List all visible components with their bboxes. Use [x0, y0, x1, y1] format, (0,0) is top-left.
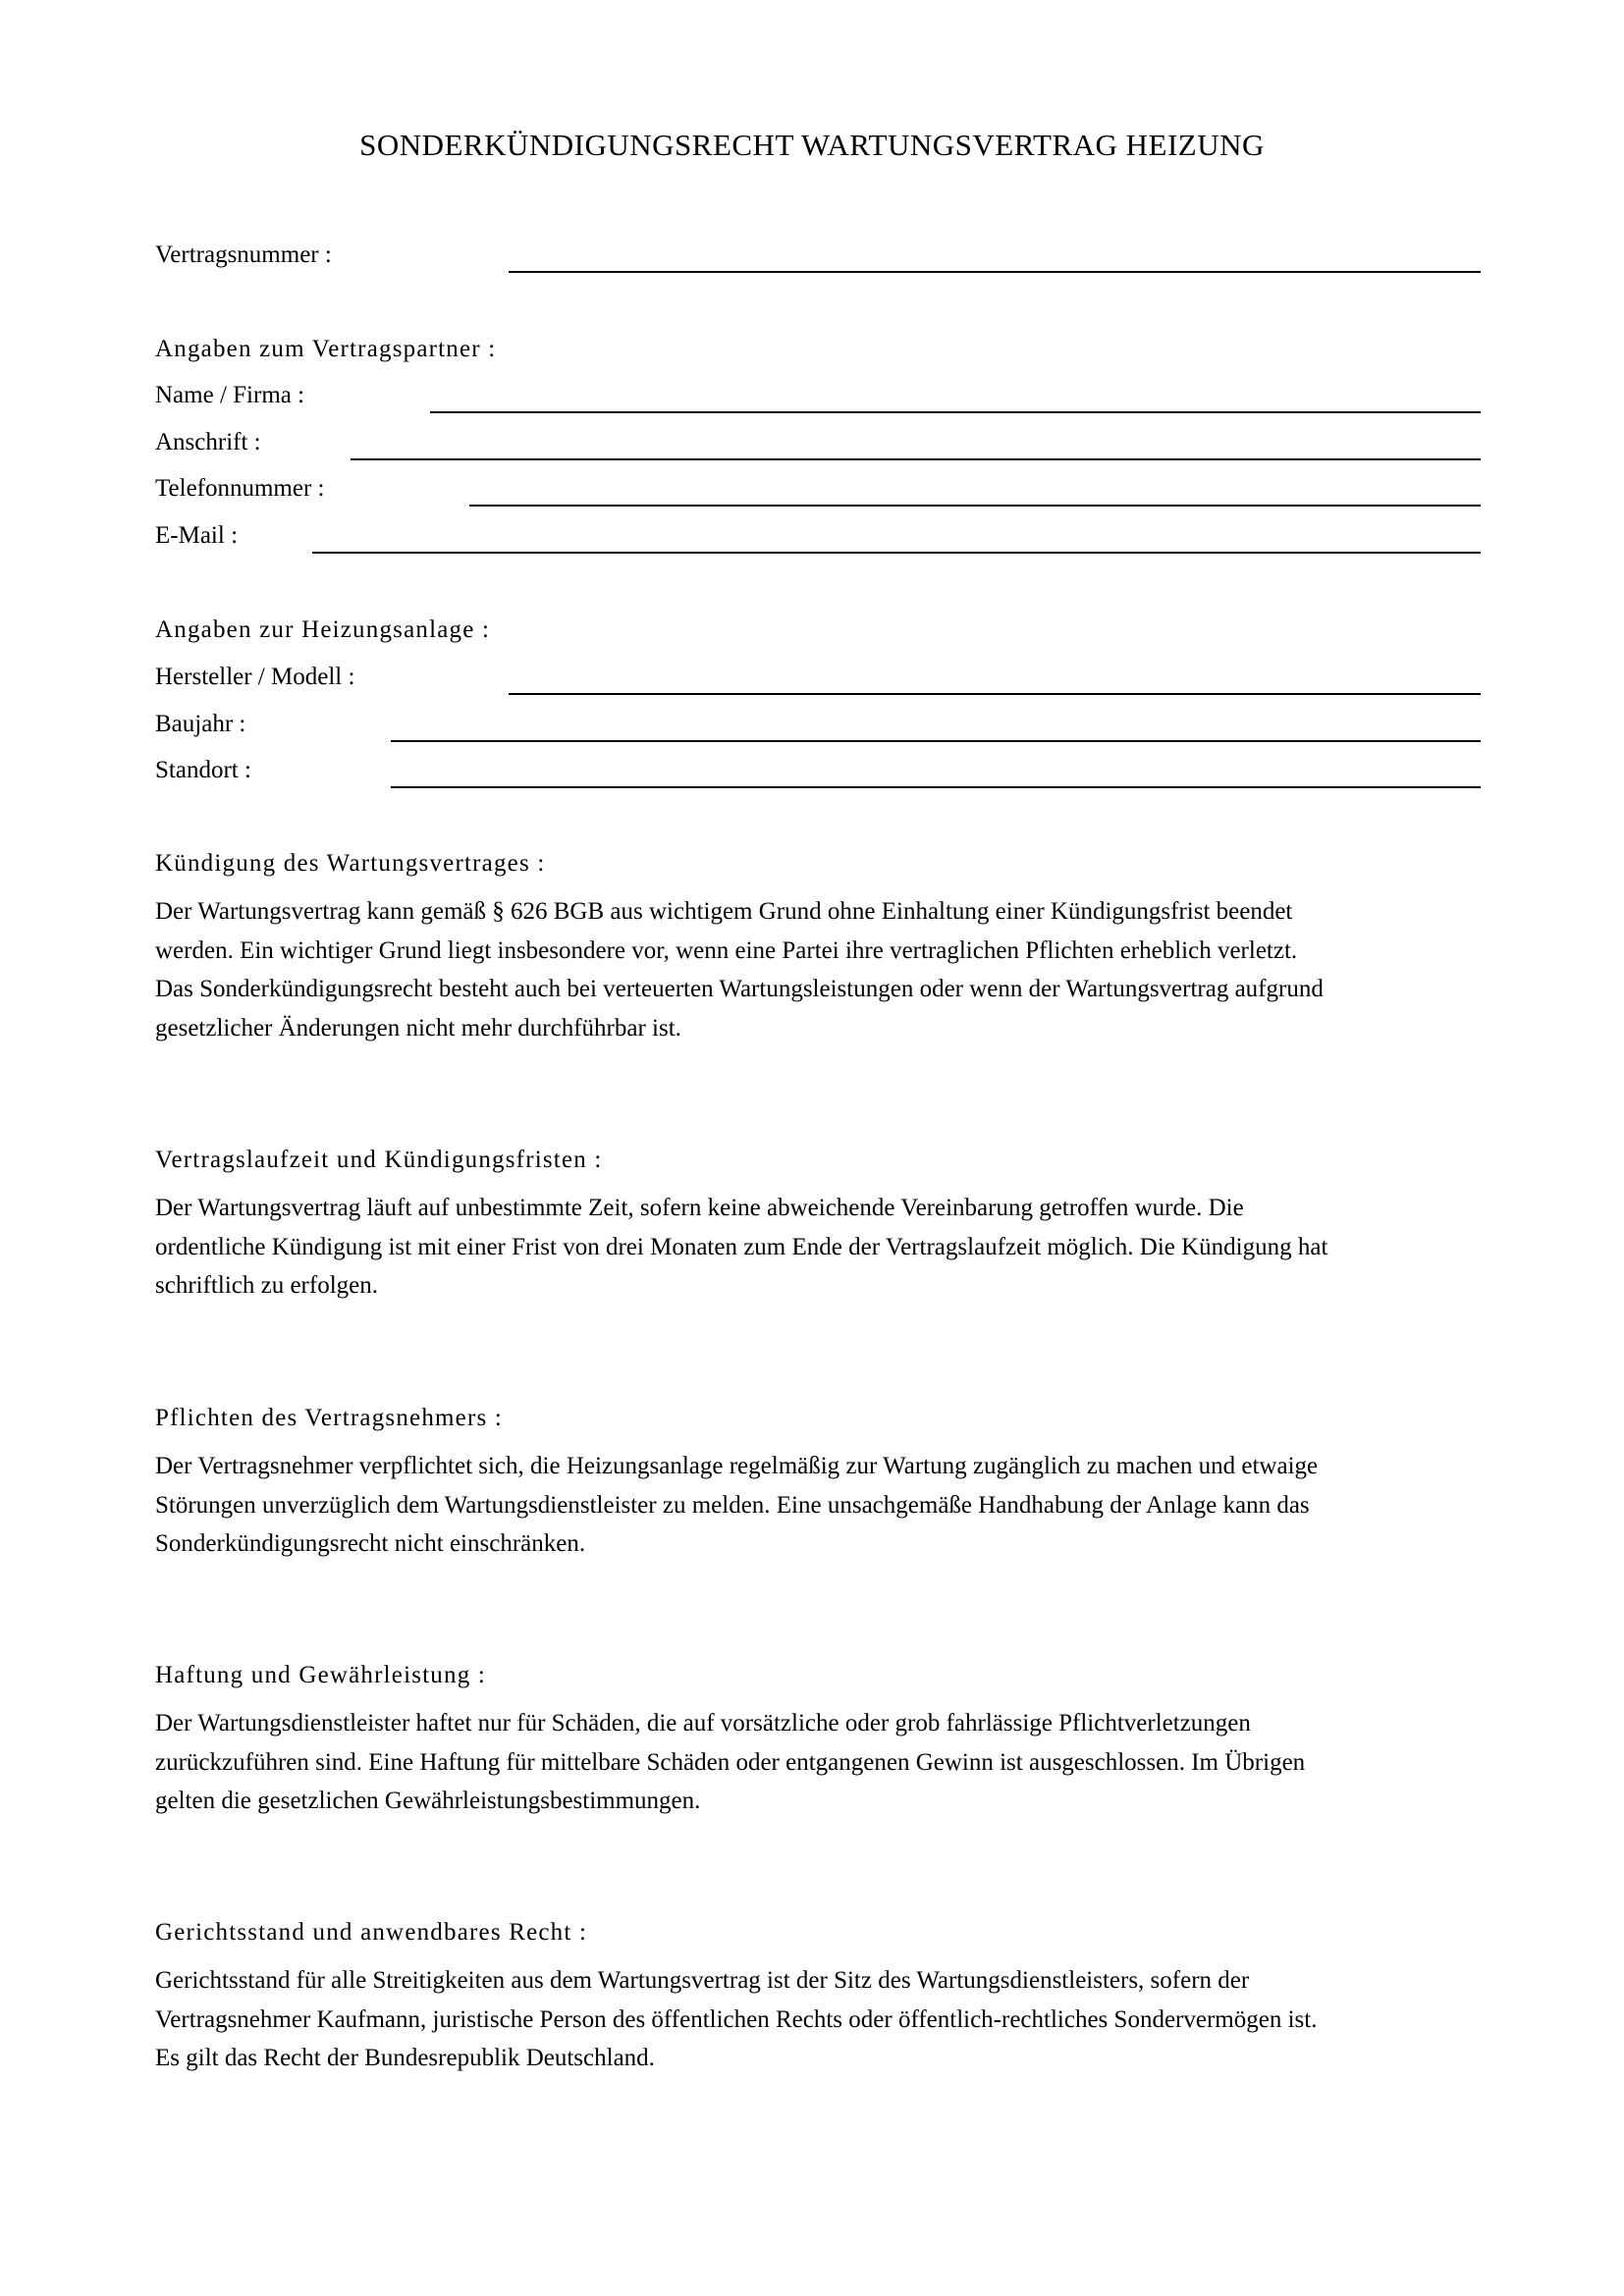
- text-line: Sonderkündigungsrecht nicht einschränken.: [155, 1530, 586, 1557]
- location-field[interactable]: [391, 786, 1481, 788]
- text-line: Der Wartungsdienstleister haftet nur für Schäden, die auf vorsätzliche oder grob fahrlässige Pflichtverletzungen: [155, 1710, 1251, 1736]
- year-label: Baujahr :: [155, 711, 246, 737]
- year-field[interactable]: [391, 740, 1481, 742]
- section-term-text: [155, 1189, 1490, 1306]
- section-jurisdiction-text: [155, 1961, 1490, 2078]
- section-duties-text: [155, 1447, 1490, 1564]
- contract-number-label: Vertragsnummer :: [155, 241, 332, 268]
- section-term-heading: Vertragslaufzeit und Kündigungsfristen :: [155, 1147, 603, 1173]
- contract-number-field[interactable]: [509, 271, 1481, 273]
- text-line: ordentliche Kündigung ist mit einer Frist von drei Monaten zum Ende der Vertragslaufzeit möglich. Die Kündigung hat: [155, 1233, 1328, 1260]
- text-line: Vertragsnehmer Kaufmann, juristische Person des öffentlichen Rechts oder öffentlich-rechtliches Sondervermögen ist.: [155, 2005, 1318, 2033]
- text-line: Der Wartungsvertrag läuft auf unbestimmte Zeit, sofern keine abweichende Vereinbarung getroffen wurde. Die: [155, 1195, 1244, 1221]
- text-line: Gerichtsstand für alle Streitigkeiten aus dem Wartungsvertrag ist der Sitz des Wartungsdienstleisters, sofern der: [155, 1967, 1250, 1994]
- location-label: Standort :: [155, 757, 251, 783]
- phone-field[interactable]: [469, 505, 1481, 507]
- phone-label: Telefonnummer :: [155, 475, 325, 502]
- section-duties-heading: Pflichten des Vertragsnehmers :: [155, 1405, 504, 1431]
- section-termination-heading: Kündigung des Wartungsvertrages :: [155, 850, 546, 877]
- address-label: Anschrift :: [155, 429, 261, 455]
- section-jurisdiction-heading: Gerichtsstand und anwendbares Recht :: [155, 1919, 588, 1946]
- text-line: Der Wartungsvertrag kann gemäß § 626 BGB aus wichtigem Grund ohne Einhaltung einer Kündigungsfrist beendet: [155, 898, 1293, 925]
- name-field[interactable]: [430, 411, 1481, 413]
- text-line: Der Vertragsnehmer verpflichtet sich, die Heizungsanlage regelmäßig zur Wartung zugänglich zu machen und etwaige: [155, 1453, 1319, 1479]
- text-line: gesetzlicher Änderungen nicht mehr durchführbar ist.: [155, 1014, 681, 1041]
- heating-heading: Angaben zur Heizungsanlage :: [155, 616, 491, 643]
- section-liability-heading: Haftung und Gewährleistung :: [155, 1662, 487, 1688]
- name-label: Name / Firma :: [155, 382, 305, 408]
- text-line: Störungen unverzüglich dem Wartungsdienstleister zu melden. Eine unsachgemäße Handhabung der Anlage kann das: [155, 1491, 1310, 1519]
- text-line: gelten die gesetzlichen Gewährleistungsbestimmungen.: [155, 1788, 701, 1814]
- text-line: zurückzuführen sind. Eine Haftung für mittelbare Schäden oder entgangenen Gewinn ist ausgeschlossen. Im Übrigen: [155, 1748, 1306, 1776]
- document-title: SONDERKÜNDIGUNGSRECHT WARTUNGSVERTRAG HEIZUNG: [359, 128, 1265, 162]
- text-line: Das Sonderkündigungsrecht besteht auch bei verteuerten Wartungsleistungen oder wenn der Wartungsvertrag aufgrund: [155, 976, 1324, 1002]
- model-label: Hersteller / Modell :: [155, 664, 355, 690]
- section-termination-text: [155, 892, 1490, 1047]
- partner-heading: Angaben zum Vertragspartner :: [155, 336, 497, 362]
- address-field[interactable]: [351, 458, 1481, 460]
- email-field[interactable]: [312, 552, 1481, 554]
- email-label: E-Mail :: [155, 522, 239, 549]
- text-line: Es gilt das Recht der Bundesrepublik Deutschland.: [155, 2045, 655, 2071]
- text-line: werden. Ein wichtiger Grund liegt insbesondere vor, wenn eine Partei ihre vertraglichen Pflichten erheblich verletzt.: [155, 936, 1298, 964]
- text-line: schriftlich zu erfolgen.: [155, 1272, 378, 1299]
- section-liability-text: [155, 1704, 1490, 1821]
- model-field[interactable]: [509, 693, 1481, 695]
